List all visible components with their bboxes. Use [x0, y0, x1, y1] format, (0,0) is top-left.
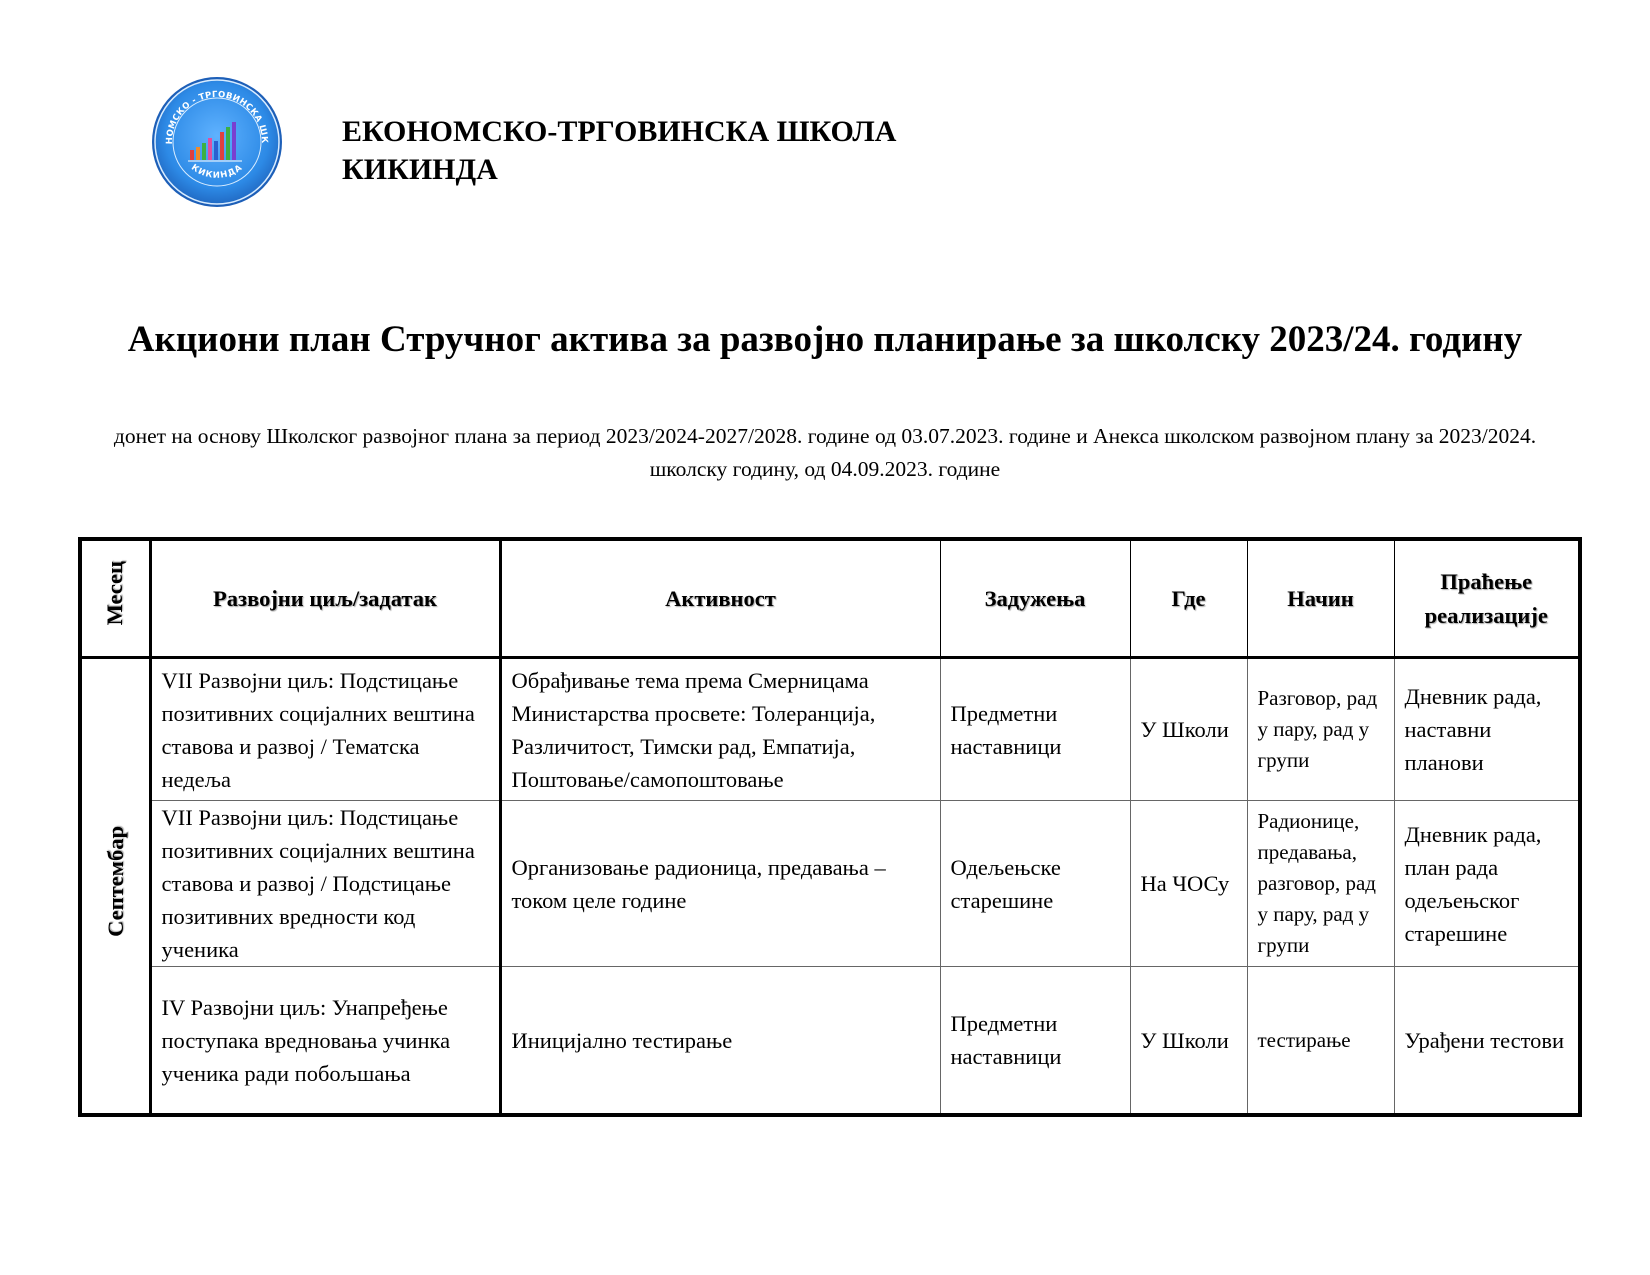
action-plan-table: [78, 537, 1582, 1117]
monitoring-cell: Дневник рада, план рада одељењског старешине: [1394, 801, 1580, 967]
monitoring-cell: Урађени тестови: [1394, 967, 1580, 1116]
header-method: Начин: [1247, 539, 1394, 658]
table-row: [80, 967, 1580, 1116]
school-name-line2: КИКИНДА: [342, 153, 498, 186]
table-row: [80, 801, 1580, 967]
header-month: Месец: [80, 539, 150, 658]
goal-cell: VII Развојни циљ: Подстицање позитивних социјалних вештина ставова и развој / Тематска недеља: [150, 658, 500, 801]
goal-cell: IV Развојни циљ: Унапређење поступака вредновања учинка ученика ради побољшања: [150, 967, 500, 1116]
monitoring-cell: Дневник рада, наставни планови: [1394, 658, 1580, 801]
assigned-cell: Предметни наставници: [940, 967, 1130, 1116]
school-logo: [150, 75, 285, 210]
header-goal: Развојни циљ/задатак: [150, 539, 500, 658]
where-cell: У Школи: [1130, 967, 1247, 1116]
goal-cell: VII Развојни циљ: Подстицање позитивних социјалних вештина ставова и развој / Подстицање позитивних вредности код ученика: [150, 801, 500, 967]
activity-cell: Организовање радионица, предавања – током целе године: [500, 801, 940, 967]
table-header-row: [80, 539, 1580, 658]
school-name-line1: ЕКОНОМСКО-ТРГОВИНСКА ШКОЛА: [342, 115, 897, 148]
header-where: Где: [1130, 539, 1247, 658]
where-cell: У Школи: [1130, 658, 1247, 801]
header-activity: Активност: [500, 539, 940, 658]
method-cell: тестирање: [1247, 967, 1394, 1116]
header-monitoring: Праћење реализације: [1394, 539, 1580, 658]
table-row: [80, 658, 1580, 801]
method-cell: Радионице, предавања, разговор, рад у пару, рад у групи: [1247, 801, 1394, 967]
month-cell: Септембар: [80, 658, 150, 1116]
document-subtitle: донет на основу Школског развојног плана за период 2023/2024-2027/2028. године од 03.07.2023. године и Анекса школском развојном плану за 2023/2024. школску годину, од 04.09.2023. године: [113, 424, 1537, 481]
where-cell: На ЧОСу: [1130, 801, 1247, 967]
school-name: [342, 113, 896, 189]
svg-text:ЕКОНОМСКО - ТРГОВИНСКА ШКОЛА: НОМСКО - ТРГОВИНСКА ШК: [164, 89, 270, 145]
svg-text:КИКИНДА: КИКИНДА: [189, 162, 245, 181]
document-title: Акциони план Стручног актива за развојно планирање за школску 2023/24. годину: [127, 319, 1523, 360]
activity-cell: Обрађивање тема према Смерницама Министарства просвете: Толеранција, Различитост, Тимски рад, Емпатија, Поштовање/самопоштовање: [500, 658, 940, 801]
assigned-cell: Одељењске старешине: [940, 801, 1130, 967]
header-assigned: Задужења: [940, 539, 1130, 658]
method-cell: Разговор, рад у пару, рад у групи: [1247, 658, 1394, 801]
assigned-cell: Предметни наставници: [940, 658, 1130, 801]
activity-cell: Иницијално тестирање: [500, 967, 940, 1116]
